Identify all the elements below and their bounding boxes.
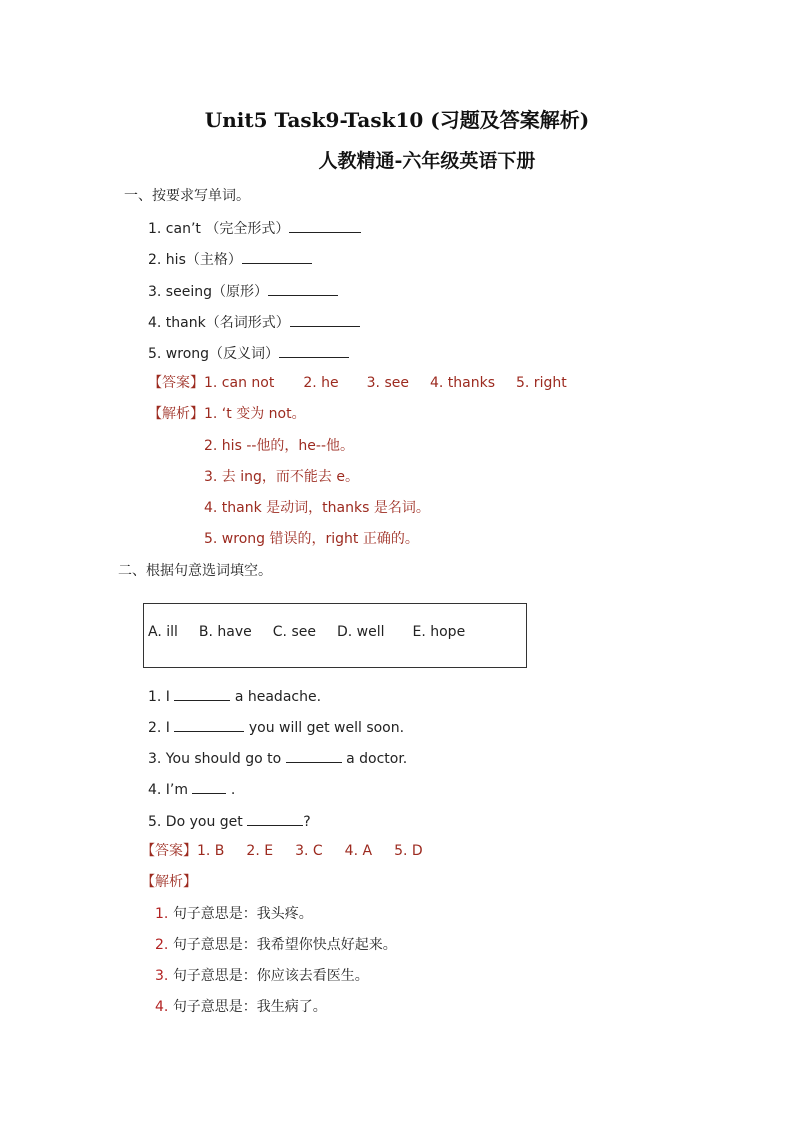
item-text: a headache. [230, 689, 322, 705]
answer-label: 【答案】 [148, 375, 204, 391]
section1-item-2 [148, 249, 312, 269]
analysis-label: 【解析】 [148, 406, 204, 422]
section2-item-5 [148, 811, 311, 831]
answer-4: 4. thanks [429, 375, 495, 391]
analysis-number: 2. [155, 937, 169, 953]
section2-analysis-1 [155, 905, 313, 923]
item-text: 4. thank（名词形式） [148, 315, 290, 331]
section1-item-5 [148, 343, 349, 363]
answer-blank [279, 343, 349, 358]
analysis-text: 句子意思是：我生病了。 [172, 999, 327, 1015]
answer-2: 2. E [246, 843, 274, 859]
section2-item-3 [148, 748, 407, 768]
section1-answers [148, 374, 567, 392]
answer-blank [174, 717, 244, 732]
analysis-number: 1. [155, 906, 169, 922]
section1-analysis-1 [148, 405, 306, 423]
section1-analysis-3: 3. 去 ing，而不能去 e。 [204, 469, 359, 485]
section2-analysis-label: 【解析】 [141, 874, 197, 890]
section1-item-3 [148, 281, 338, 301]
page-subtitle: 人教精通-六年级英语下册 [318, 150, 536, 172]
section2-heading: 二、根据句意选词填空。 [118, 563, 272, 579]
section2-item-2 [148, 717, 404, 737]
analysis-text: 句子意思是：你应该去看医生。 [172, 968, 369, 984]
item-text: 3. You should go to [148, 751, 286, 767]
item-text: . [226, 782, 236, 798]
section2-answers [141, 842, 423, 860]
option-b: B. have [198, 624, 252, 640]
analysis-text: 句子意思是：我希望你快点好起来。 [172, 937, 397, 953]
item-text: 5. wrong（反义词） [148, 346, 280, 362]
answer-blank [242, 249, 312, 264]
answer-5: 5. right [516, 375, 567, 391]
analysis-text: 句子意思是：我头疼。 [172, 906, 313, 922]
word-bank-box [143, 603, 527, 668]
option-d: D. well [336, 624, 385, 640]
section1-analysis-2: 2. his --他的，he--他。 [204, 438, 355, 454]
item-text: 2. I [148, 720, 175, 736]
item-text: 4. I’m [148, 782, 193, 798]
item-text: 2. his（主格） [148, 252, 242, 268]
item-text: ? [303, 814, 311, 830]
analysis-text: 1. ‘t 变为 not。 [204, 406, 306, 422]
item-text: 1. I [148, 689, 175, 705]
answer-1: 1. B [197, 843, 225, 859]
answer-1: 1. can not [204, 375, 275, 391]
section2-analysis-2 [155, 936, 397, 954]
option-a: A. ill [148, 624, 178, 640]
answer-blank [192, 779, 226, 794]
answer-blank [268, 281, 338, 296]
section2-analysis-3 [155, 967, 369, 985]
answer-5: 5. D [394, 843, 423, 859]
item-text: a doctor. [341, 751, 408, 767]
answer-blank [286, 748, 342, 763]
section1-item-1 [148, 218, 361, 238]
analysis-number: 3. [155, 968, 169, 984]
answer-blank [290, 312, 360, 327]
answer-3: 3. C [295, 843, 323, 859]
item-text: 3. seeing（原形） [148, 284, 268, 300]
answer-blank [247, 811, 303, 826]
answer-blank [289, 218, 361, 233]
answer-4: 4. A [344, 843, 373, 859]
section1-item-4 [148, 312, 360, 332]
word-bank [148, 624, 486, 640]
section2-item-4 [148, 779, 235, 799]
page-title: Unit5 Task9-Task10 (习题及答案解析) [204, 108, 590, 132]
answer-blank [174, 686, 230, 701]
section2-item-1 [148, 686, 321, 706]
answer-3: 3. see [366, 375, 409, 391]
item-text: 1. can’t （完全形式） [148, 221, 290, 237]
section1-analysis-4: 4. thank 是动词，thanks 是名词。 [204, 500, 430, 516]
item-text: you will get well soon. [244, 720, 405, 736]
section1-heading: 一、按要求写单词。 [124, 188, 250, 204]
answer-2: 2. he [303, 375, 339, 391]
section1-analysis-5: 5. wrong 错误的，right 正确的。 [204, 531, 419, 547]
section2-analysis-4 [155, 998, 327, 1016]
answer-label: 【答案】 [141, 843, 197, 859]
option-e: E. hope [412, 624, 466, 640]
analysis-number: 4. [155, 999, 169, 1015]
option-c: C. see [272, 624, 316, 640]
item-text: 5. Do you get [148, 814, 248, 830]
